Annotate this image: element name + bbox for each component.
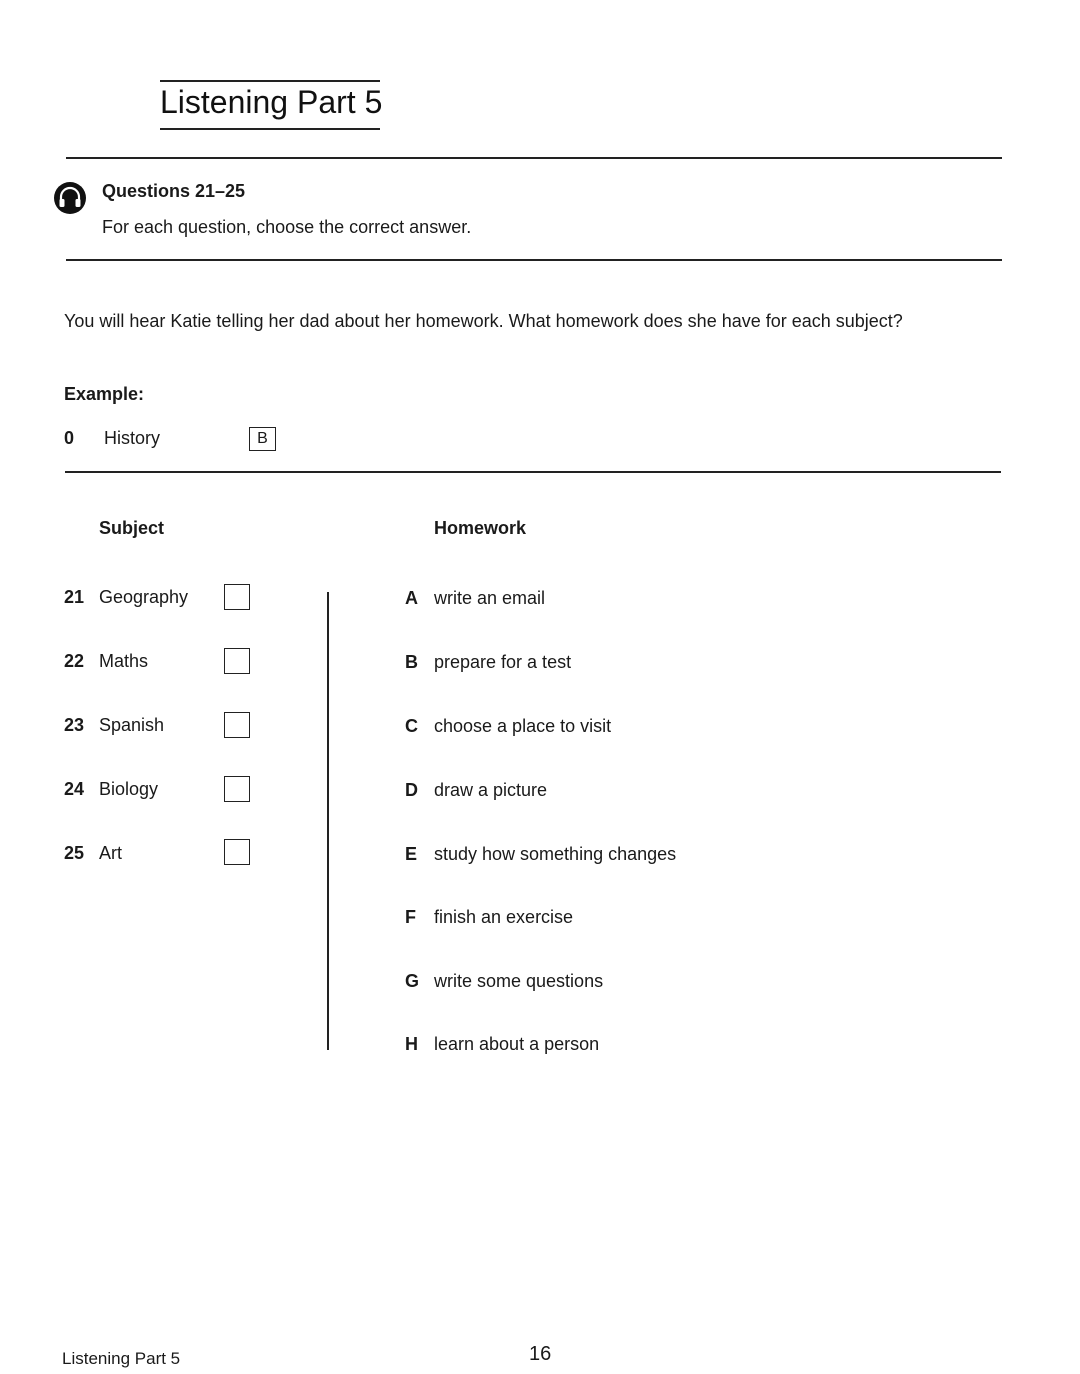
column-heading-homework: Homework (434, 518, 527, 538)
answer-box-22[interactable] (224, 648, 250, 674)
divider-instructions (66, 259, 1002, 261)
page-number: 16 (529, 1343, 552, 1365)
subject-name: Maths (99, 651, 149, 671)
question-number: 25 (64, 843, 85, 863)
option-letter: E (405, 844, 418, 864)
option-text: draw a picture (434, 780, 548, 800)
column-divider (327, 592, 329, 1050)
option-letter: G (405, 971, 420, 991)
example-subject: History (104, 428, 161, 448)
question-number: 21 (64, 587, 85, 607)
option-text: write some questions (434, 971, 604, 991)
question-number: 22 (64, 651, 85, 671)
divider-top (66, 157, 1002, 159)
option-text: choose a place to visit (434, 716, 612, 736)
option-letter: C (405, 716, 418, 736)
subject-name: Biology (99, 779, 159, 799)
divider-example (65, 471, 1001, 473)
option-letter: A (405, 588, 418, 608)
example-number: 0 (64, 428, 75, 448)
option-text: learn about a person (434, 1034, 600, 1054)
option-letter: B (405, 652, 418, 672)
intro-text: You will hear Katie telling her dad about her homework. What homework does she have for each subject? (64, 311, 903, 331)
example-answer-box: B (249, 427, 276, 451)
example-label: Example: (64, 384, 145, 404)
option-text: study how something changes (434, 844, 677, 864)
question-number: 24 (64, 779, 85, 799)
subject-name: Geography (99, 587, 189, 607)
option-letter: F (405, 907, 416, 927)
column-heading-subject: Subject (99, 518, 165, 538)
questions-heading: Questions 21–25 (102, 181, 246, 201)
option-text: prepare for a test (434, 652, 572, 672)
option-text: write an email (434, 588, 546, 608)
instruction-text: For each question, choose the correct answer. (102, 217, 472, 237)
headphones-icon (53, 180, 87, 216)
option-text: finish an exercise (434, 907, 574, 927)
option-letter: D (405, 780, 418, 800)
answer-box-21[interactable] (224, 584, 250, 610)
question-number: 23 (64, 715, 85, 735)
page-title: Listening Part 5 (160, 84, 383, 120)
option-letter: H (405, 1034, 418, 1054)
footer-section-label: Listening Part 5 (62, 1349, 181, 1368)
answer-box-23[interactable] (224, 712, 250, 738)
answer-box-24[interactable] (224, 776, 250, 802)
answer-box-25[interactable] (224, 839, 250, 865)
subject-name: Spanish (99, 715, 165, 735)
subject-name: Art (99, 843, 123, 863)
